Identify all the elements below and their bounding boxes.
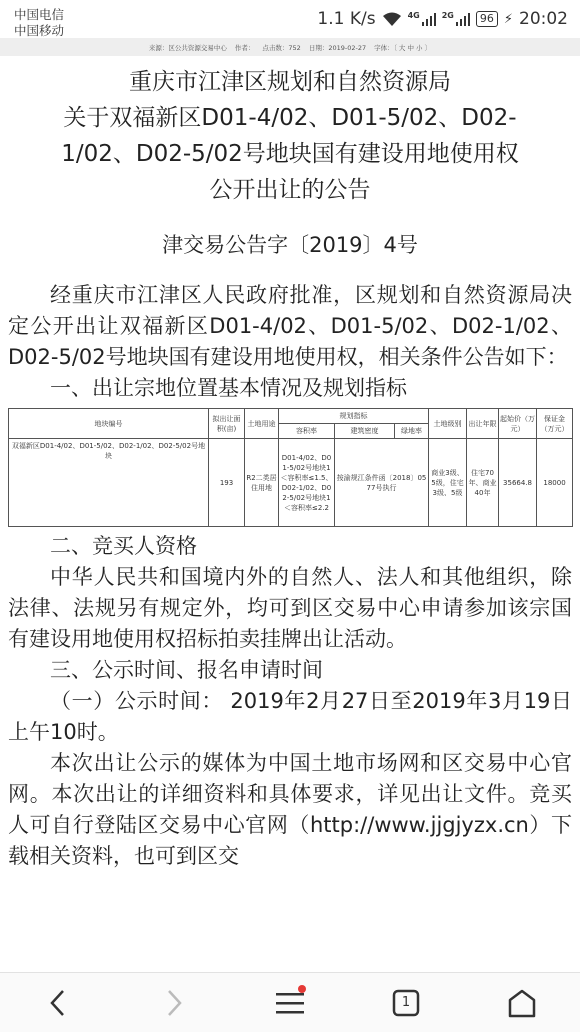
cell-grade: 商业3级、5级，住宅3级、5级 — [429, 439, 467, 527]
network-speed: 1.1 K/s — [317, 9, 376, 29]
meta-author: 作者： — [234, 43, 255, 52]
media-paragraph: 本次出让公示的媒体为中国土地市场网和区交易中心官网。本次出让的详细资料和具体要求，详见出让文件。竞买人可自行登陆区交易中心官网（http://www.jjgjyzx.cn）下载相关资料，也可到区交 — [8, 751, 572, 868]
home-button[interactable] — [492, 981, 552, 1025]
cell-deposit: 18000 — [537, 439, 573, 527]
tabs-button[interactable] — [376, 981, 436, 1025]
header-planning: 规划指标 — [279, 409, 429, 424]
title-line: 1/02、D02-5/02号地块国有建设用地使用权 — [61, 141, 519, 167]
battery-level: 96 — [476, 11, 498, 27]
header-deposit: 保证金（万元） — [537, 409, 573, 439]
section-heading-2: 二、竞买人资格 — [50, 534, 197, 558]
publicity-time-paragraph: （一）公示时间： 2019年2月27日至2019年3月19日上午10时。 — [8, 689, 572, 744]
section-heading-3: 三、公示时间、报名申请时间 — [50, 658, 323, 682]
home-icon — [506, 988, 538, 1018]
charging-icon: ⚡ — [503, 11, 513, 27]
header-parcel: 地块编号 — [9, 409, 209, 439]
carrier-1: 中国电信 — [14, 7, 65, 22]
wifi-icon — [382, 11, 402, 27]
notification-dot — [298, 985, 306, 993]
title-line: 关于双福新区D01-4/02、D01-5/02、D02- — [63, 105, 517, 131]
header-term: 出让年限 — [467, 409, 499, 439]
cell-far: D01-4/02、D01-5/02号地块1＜容积率≤1.5、D02-1/02、D02-5/02号地块1＜容积率≤2.2 — [279, 439, 335, 527]
menu-icon — [276, 991, 304, 1015]
status-indicators — [317, 8, 568, 30]
menu-button[interactable] — [260, 981, 320, 1025]
header-grade: 土地级别 — [429, 409, 467, 439]
cell-parcel: 双福新区D01-4/02、D01-5/02、D02-1/02、D02-5/02号地块 — [9, 439, 209, 527]
header-use: 土地用途 — [245, 409, 279, 439]
header-area: 拟出让面积(亩) — [209, 409, 245, 439]
status-bar — [0, 0, 580, 38]
cell-start-price: 35664.8 — [499, 439, 537, 527]
section-heading-1: 一、出让宗地位置基本情况及规划指标 — [50, 376, 407, 400]
article-meta — [0, 38, 580, 56]
header-green: 绿地率 — [395, 424, 429, 439]
article-title — [14, 64, 566, 208]
font-size-selector[interactable]: 字体：〔 大 中 小 〕 — [374, 43, 432, 52]
cell-term: 住宅70年、商业40年 — [467, 439, 499, 527]
cell-use: R2二类居住用地 — [245, 439, 279, 527]
qualification-paragraph: 中华人民共和国境内外的自然人、法人和其他组织，除法律、法规另有规定外，均可到区交易中心申请参加该宗国有建设用地使用权招标拍卖挂牌出让活动。 — [8, 565, 572, 651]
article-content[interactable] — [0, 56, 580, 972]
signal-icon-1 — [422, 12, 436, 26]
back-button[interactable] — [28, 981, 88, 1025]
carrier-2: 中国移动 — [14, 23, 65, 38]
cell-density: 按渝规江条件函〔2018〕0577号执行 — [335, 439, 429, 527]
intro-paragraph: 经重庆市江津区人民政府批准，区规划和自然资源局决定公开出让双福新区D01-4/02、D01-5/02、D02-1/02、D02-5/02号地块国有建设用地使用权，相关条件公告如下： — [8, 283, 572, 369]
document-number: 津交易公告字〔2019〕4号 — [162, 233, 418, 257]
browser-toolbar — [0, 972, 580, 1032]
title-line: 重庆市江津区规划和自然资源局 — [129, 69, 451, 95]
chevron-right-icon — [164, 988, 184, 1018]
network-label-1: 4G — [407, 10, 420, 20]
forward-button[interactable] — [144, 981, 204, 1025]
tab-count: 1 — [401, 995, 411, 1010]
meta-views: 点击数：752 — [262, 43, 301, 52]
cell-area: 193 — [209, 439, 245, 527]
title-line: 公开出让的公告 — [209, 177, 371, 203]
land-parcel-table — [8, 408, 573, 527]
chevron-left-icon — [48, 988, 68, 1018]
network-label-2: 2G — [441, 10, 454, 20]
header-start-price: 起始价（万元） — [499, 409, 537, 439]
meta-date: 日期：2019-02-27 — [308, 43, 367, 52]
signal-icon-2 — [456, 12, 470, 26]
meta-source: 来源：区公共资源交易中心 — [148, 43, 227, 52]
header-far: 容积率 — [279, 424, 335, 439]
header-density: 建筑密度 — [335, 424, 395, 439]
clock: 20:02 — [519, 9, 568, 29]
